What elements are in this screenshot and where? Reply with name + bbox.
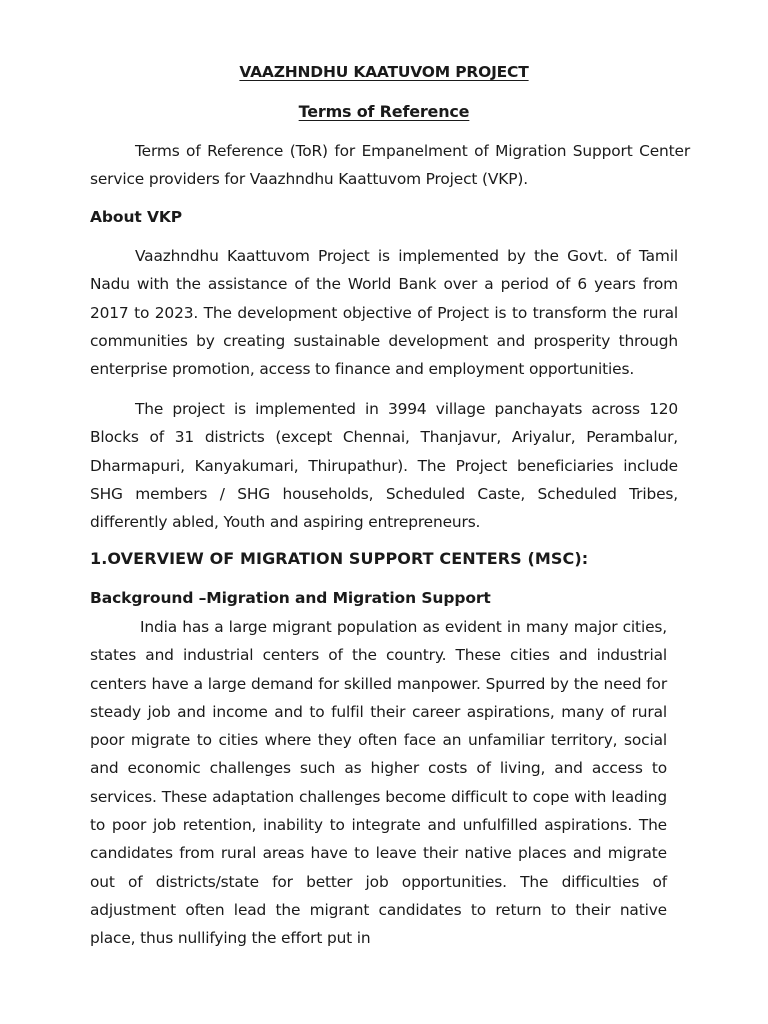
about-paragraph-1: Vaazhndhu Kaattuvom Project is implemented by the Govt. of Tamil Nadu with the assistance of the World Bank over a period of 6 years from 2017 to 2023. The development objective of Project is to transform the rural communities by creating sustainable development and prosperity through enterprise promotion, access to finance and employment opportunities. [90,247,678,379]
about-paragraph-2: The project is implemented in 3994 village panchayats across 120 Blocks of 31 districts (except Chennai, Thanjavur, Ariyalur, Perambalur, Dharmapuri, Kanyakumari, Thirupathur). The Project beneficiaries include SHG members / SHG households, Scheduled Caste, Scheduled Tribes, differently abled, Youth and aspiring entrepreneurs. [90,400,678,532]
subheading-background: Background –Migration and Migration Support [90,589,491,607]
document-subtitle: Terms of Reference [298,102,470,121]
section-heading-msc-overview: 1.OVERVIEW OF MIGRATION SUPPORT CENTERS (MSC): [90,549,589,568]
intro-paragraph: Terms of Reference (ToR) for Empanelment of Migration Support Center service providers for Vaazhndhu Kaattuvom Project (VKP). [90,142,690,189]
background-paragraph: India has a large migrant population as evident in many major cities, states and industrial centers of the country. These cities and industrial centers have a large demand for skilled manpower. Spurred by the need for steady job and income and to fulfil their career aspirations, many of rural poor migrate to cities where they often face an unfamiliar territory, social and economic challenges such as higher costs of living, and access to services. These adaptation challenges become difficult to cope with leading to poor job retention, inability to integrate and unfulfilled aspirations. The candidates from rural areas have to leave their native places and migrate out of districts/state for better job opportunities. The difficulties of adjustment often lead the migrant candidates to return to their native place, thus nullifying the effort put in [90,618,667,948]
document-title: VAAZHNDHU KAATUVOM PROJECT [239,63,529,81]
section-heading-about-vkp: About VKP [90,208,183,226]
